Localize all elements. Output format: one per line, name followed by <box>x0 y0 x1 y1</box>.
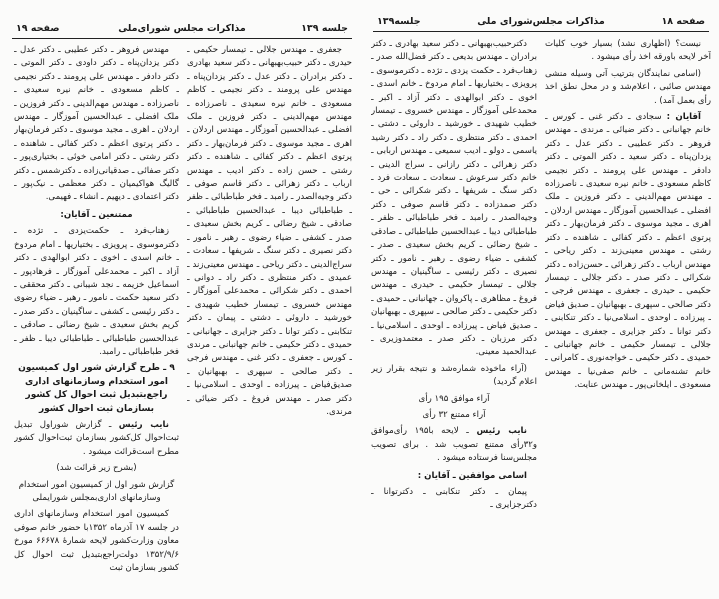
name-list: جعفری ـ مهندس جلالی ـ تیمسار حکیمی ـ حیدری ـ دکتر حبیب‌بهبهانی ـ دکتر سعید بهادری ـ دکتر برادران ـ دکتر عدل ـ دکتر یزدان‌پناه ـ مهندس علی پرومند ـ دکتر نجیمی ـ کاظم مسعودی ـ خانم نیره سعیدی ـ ناصرزاده ـ مهندس مهم‌الدینی ـ دکتر فروزین ـ ملک افضلی ـ عبدالحسین آموزگار ـ مهندس اردلان ـ اهری ـ مجید موسوی ـ دکتر فرمان‌بهار ـ دکتر پرتوی اعظم ـ دکتر کفائی ـ شاهنده ـ دکتر رشتی ـ حسن زاده ـ دکتر ادیب ـ مهندس ارباب ـ دکتر زهرائی ـ دکتر قاسم صوفی ـ دکتر وجیه‌الصدر ـ رامبد ـ فخر طباطبائی ـ ظفر ـ طباطبائی دیبا ـ عبدالحسین طباطبائی ـ صادقی ـ شیخ رضائی ـ کریم بخش سعیدی ـ صدر ـ کشفی ـ ضیاء رضوی ـ رهبر ـ نامور ـ دکتر نصیری ـ دکتر سنگ ـ شریفها ـ سعادت ـ سراج‌الدینی ـ دکتر ریاحی ـ مهندس معینی‌زند ـ عمیدی ـ دکتر منتظری ـ دکتر راد ـ دوانی ـ احمدی ـ دکتر شکرائی ـ محمدعلی آموزگار ـ مهندس خسروی ـ تیمسار خطیب شهیدی ـ خورشید ـ داروئی ـ دشتی ـ پیمان ـ دکتر تنکابنی ـ دکتر توانا ـ دکتر جزایری ـ جهانبانی ـ حمیدی ـ دکتر حکیمی ـ خانم جهانبانی ـ مرندی ـ کورس ـ جعفری ـ دکتر غنی ـ مهندس فرجی ـ دکتر صالحی ـ سپهری ـ بهبهانیان ـ صدیق‌فیاض ـ پیرزاده ـ اوحدی ـ اسلامی‌نیا ـ دکتر صدر ـ مهندس فروغ ـ دکتر ضیائی ـ مرندی. <box>187 45 352 417</box>
page-number: صفحه ۱۸ <box>661 16 705 27</box>
right-page <box>365 0 719 599</box>
session-number: جلسه۱۳۹ <box>377 16 421 27</box>
paragraph: نیست؟ (اظهاری نشد) بسیار خوب کلیات آخر لایحه باورقه اخذ رأی میشود . <box>545 39 711 63</box>
column-left <box>14 44 179 578</box>
report-title: گزارش شور اول از کمیسیون امور استخدام وسازمانهای اداری‌بمجلس شورایملی <box>18 479 175 503</box>
column-right <box>545 38 711 396</box>
page-header <box>373 15 709 32</box>
speaker-name: نایب رئیس <box>476 426 527 437</box>
column-right <box>187 44 352 422</box>
running-title: مذاکرات مجلس‌شورای ملی <box>477 16 605 27</box>
names: سجادی ـ دکتر غنی ـ کورس ـ خانم جهانبانی ـ دکتر ضیائی ـ مرندی ـ مهندس فروهر ـ دکتر عطیبی ـ دکتر عدل ـ دکتر یزدان‌پناه ـ دکتر سعید ـ دکتر الموتی ـ دکتر دادفر ـ مهندس علی پرومند ـ دکتر نجیمی کاظم مسعودی ـ خانم نیره سعیدی ـ ناصرزاده ـ مهندس مهم‌الدینی ـ دکتر فروزین ـ ملک افضلی ـ عبدالحسین آموزگار ـ مهندس اردلان ـ اهری ـ مجید موسوی ـ دکتر فرمان‌بهار ـ دکتر پرتوی اعظم ـ دکتر کفائی ـ شاهنده ـ دکتر رشتی ـ مهندس معینی‌زند ـ دکتر ریاحی ـ مهندس ارباب ـ دکتر زهرائی ـ حسن‌زاده ـ دکتر شکرائی ـ دکتر صدر ـ دکتر جلالی ـ تیمسار حکیمی ـ حیدری ـ جعفری ـ مهندس فرجی ـ دکتر صالحی ـ سپهری ـ بهبهانیان ـ صدیق فیاض ـ پیرزاده ـ اوحدی ـ اسلامی‌نیا ـ دکتر تنکابنی ـ دکتر توانا ـ دکتر جزایری ـ جعفری ـ مهندس جلالی ـ تیمسار حکیمی ـ خانم جهانبانی ـ حمیدی ـ دکتر حکیمی ـ خواجه‌نوری ـ کامرانی ـ خانم تشنه‌مانی ـ خانم صفی‌نیا ـ مهندس مسعودی ـ ایلخانی‌پور ـ مهندس عنایت. <box>545 112 711 391</box>
column-left <box>371 38 537 516</box>
running-title: مذاکرات مجلس شورای‌ملی <box>118 23 246 34</box>
abstain-heading: ممتنعین ـ آقایان: <box>60 209 133 220</box>
vote-note: (آراء ماخوذه شماره‌شد و نتیجه بقرار زیر اعلام گردید) <box>371 363 537 388</box>
votes-abstain: آراء ممتنع ۳۲ رأی <box>422 409 486 420</box>
speaker-text: ـ گزارش شوراول تبدیل ثبت‌احوال کل‌کشور بسازمان ثبت‌احوال کشور مطرح است‌قرائت میشود . <box>14 419 179 457</box>
speaker-paragraph <box>14 419 179 459</box>
agenda-item-title: ۹ ـ طرح گزارش شور اول کمیسیون امور استخدام وسازمانهای اداری راجع‌بتبدیل ثبت احوال کل کشور بسازمان ثبت احوال کشور <box>18 363 175 414</box>
speaker-name: نایب رئیس <box>118 419 169 430</box>
report-body: کمیسیون امور استخدام وسازمانهای اداری در جلسه ۱۷ آذرماه ۱۳۵۲با حضور خانم صوفی معاون وزارت‌کشور لایحه شمارهٔ ۶۶۶۷۸ مورخ ۱۳۵۲/۹/۶ دولت‌راجع‌بتبدیل ثبت احوال کل کشور بسازمان ثبت <box>14 509 179 574</box>
abstain-list: زهتاب‌فرد ـ حکمت‌یزدی ـ تژده ـ دکترموسوی ـ پرویزی ـ بختیاریها ـ امام مردوخ ـ خانم اسدی ـ اخوی ـ دکتر ابوالهدی ـ دکتر آزاد ـ اکبر ـ محمدعلی آموزگار ـ فرهادپور ـ اسماعیل خزیمه ـ نجد شیبانی ـ دکتر محققی ـ دکتر سعید حکمت ـ نامور ـ رهبر ـ ضیاء رضوی ـ دکتر رئیسی ـ کشفی ـ ساگینیان ـ دکتر صدر ـ کریم بخش سعیدی ـ شیخ رضائی ـ صادقی ـ عبدالحسین طباطبائی ـ طباطبائی دیبا ـ ظفر ـ فخر طباطبائی ـ رامبد. <box>14 226 179 357</box>
speaker-paragraph <box>371 425 537 465</box>
votes-for: آراء موافق ۱۹۵ رأی <box>418 393 490 404</box>
name-list <box>545 111 711 393</box>
read-note: (بشرح زیر قرائت شد) <box>56 463 137 474</box>
approvers-list: پیمان ـ دکتر تنکابنی ـ دکترتوانا ـ دکترجزایری ـ <box>371 487 537 511</box>
page-number: صفحه ۱۹ <box>16 23 60 34</box>
name-list: دکترحبیب‌بهبهانی ـ دکتر سعید بهادری ـ دکتر برادران ـ مهندس بدیعی ـ دکتر فضل‌الله صدر ـ زهتاب‌فرد ـ حکمت یزدی ـ تژده ـ دکترموسوی ـ پرویزی ـ بختیاریها ـ امام مردوخ ـ خانم اسدی ـ اخوی ـ دکتر ابوالهدی ـ دکتر آزاد ـ اکبر ـ محمدعلی آموزگار ـ مهندس خسروی ـ تیمسار خطیب شهیدی ـ خورشید ـ داروئی ـ دشتی ـ احمدی ـ دکتر منتظری ـ دکتر راد ـ دکتر رشید یاسمی ـ دولو ـ ادیب سمیعی ـ مهندس اربابی ـ دکتر زهرائی ـ دکتر رازانی ـ سراج الدینی ـ خانم دکتر سرعوش ـ سعادت ـ سعادت فرد ـ دکتر سنگ ـ شریفها ـ دکتر شکرائی ـ حی ـ دکتر صمدزاده ـ دکتر قاسم صوفی ـ دکتر وجیه‌الصدر ـ رامبد ـ فخر طباطبائی ـ ظفر ـ طباطبائی دیبا ـ عبدالحسین طباطبائی ـ صادقی ـ شیخ رضائی ـ کریم بخش سعیدی ـ صدر ـ کشفی ـ ضیاء رضوی ـ رهبر ـ نامور ـ دکتر نصیری ـ دکتر رئیسی ـ ساگینیان ـ مهندس جلالی ـ تیمسار حکیمی ـ حیدری ـ مهندس فروغ ـ مظاهری ـ پاکروان ـ جهانبانی ـ حمیدی ـ دکتر حکیمی ـ دکتر صالحی ـ سپهری ـ بهبهانیان ـ صدیق فیاض ـ پیرزاده ـ اوحدی ـ اسلامی‌نیا ـ دکتر مرزبان ـ دکتر صدر ـ معتمدوزیری ـ عبدالحمید معینی. <box>371 39 537 358</box>
page-header <box>12 22 352 39</box>
name-list: مهندس فروهر ـ دکتر عطیبی ـ دکتر عدل ـ دکتر یزدان‌پناه ـ دکتر داودی ـ دکتر الموتی ـ دکتر دادفر ـ مهندس علی پرومند ـ دکتر نجیمی ـ کاظم مسعودی ـ خانم نیره سعیدی ـ ناصرزاده ـ مهندس مهم‌الدینی ـ دکتر فروزین ـ ملک افضلی ـ عبدالحسین آموزگار ـ مهندس اردلان ـ اهری ـ مجید موسوی ـ دکتر فرمان‌بهار ـ دکتر پرتوی اعظم ـ دکتر کفائی ـ شاهنده ـ دکتر رشتی ـ دکتر امامی خوئی ـ بختیاری‌پور ـ دکتر صفائی ـ صدقیانی‌زاده ـ دکترشمس ـ دکتر گالیگ هواکیمیان ـ دکتر معظمی ـ نیک‌پور ـ دکتر اعتمادی ـ دیهیم ـ انشاء ـ فهیمی. <box>14 45 179 203</box>
paragraph: (اسامی نمایندگان بترتیب آتی وسیله منشی مهندس صائبی ، اعلام‌شد و در محل نطق اخذ رأی بعمل آمد) . <box>545 68 711 106</box>
speaker-text: ـ لایحه با۱۹۵ رأی‌موافق و۳۲رأی ممتنع تصویب شد . برای تصویب مجلس‌سنا فرستاده میشود . <box>371 426 537 464</box>
approvers-heading: اسامی موافقین ـ آقایان : <box>417 470 527 481</box>
gentlemen-label: آقایان : <box>666 112 701 123</box>
session-number: جلسه ۱۳۹ <box>301 23 348 34</box>
